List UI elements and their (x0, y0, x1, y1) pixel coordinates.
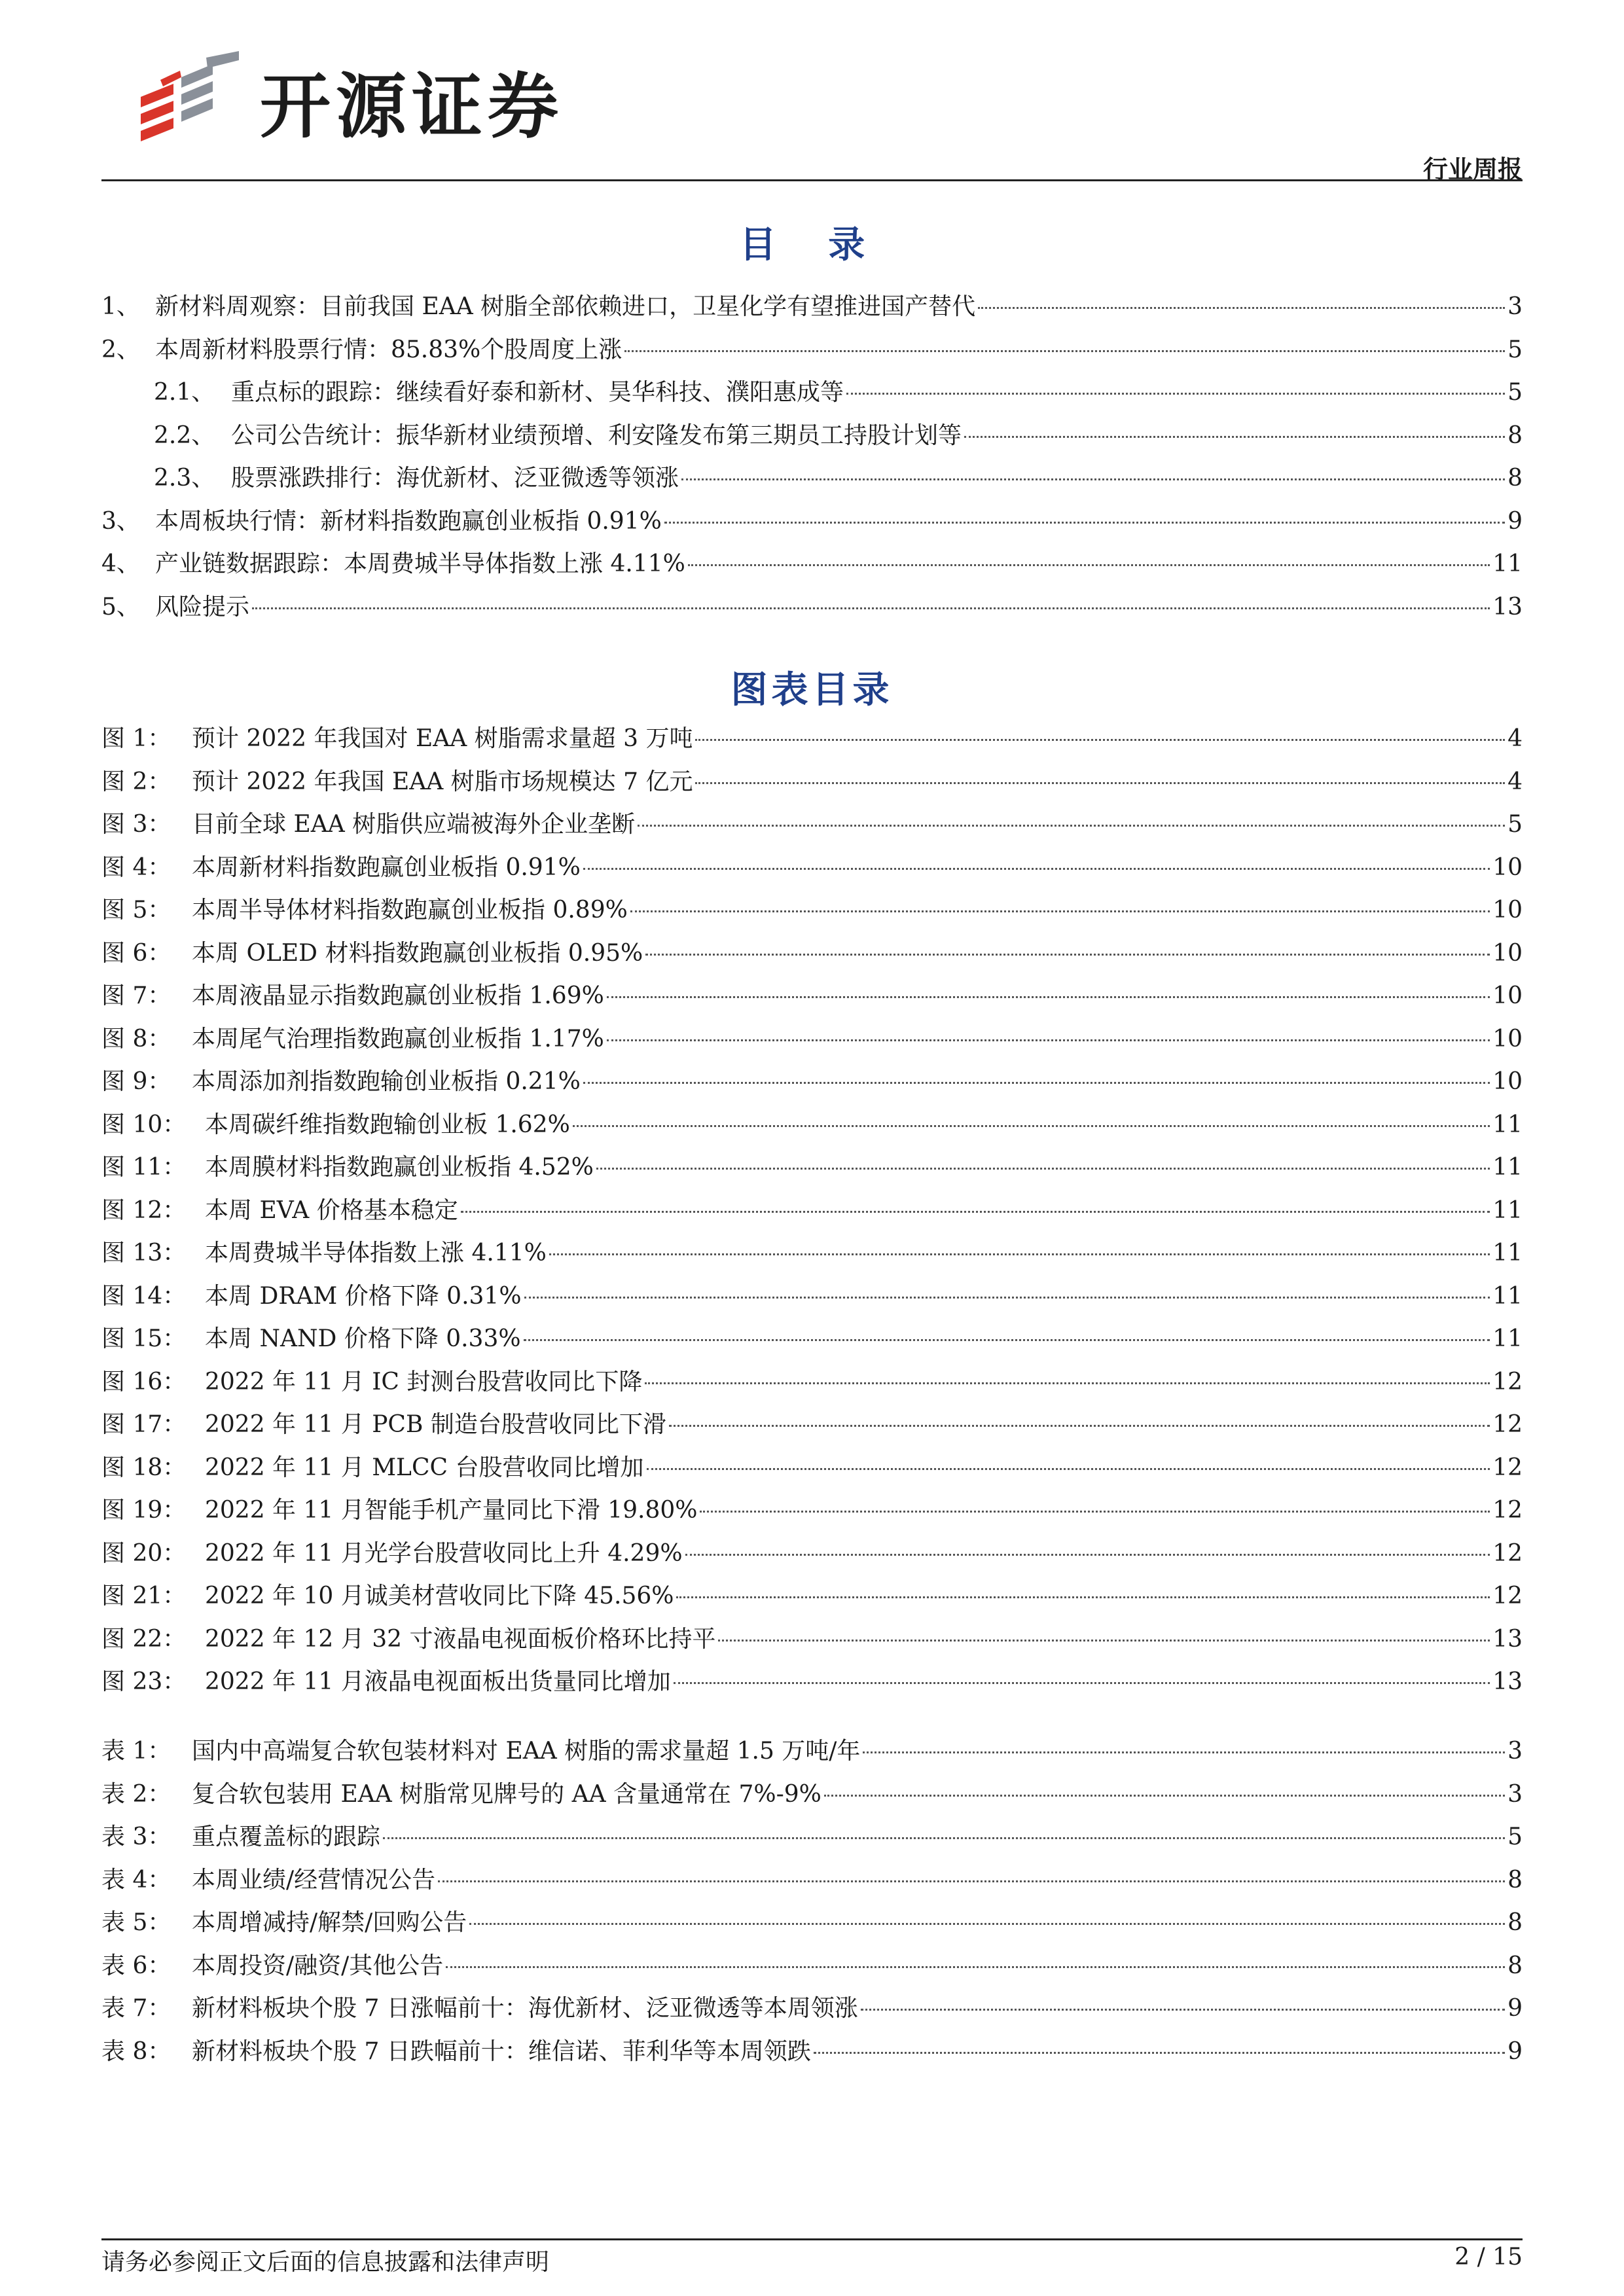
figure-entry[interactable] (101, 1275, 1523, 1318)
table-entry-page: 8 (1507, 1909, 1523, 1936)
table-entry-page: 3 (1507, 1738, 1523, 1765)
figure-entry[interactable] (101, 1189, 1523, 1232)
figure-entry-title: 2022 年 11 月智能手机产量同比下滑 19.80% (205, 1497, 698, 1524)
dot-leader (573, 1125, 1490, 1127)
dot-leader (596, 1168, 1490, 1170)
dot-leader (583, 1082, 1490, 1084)
figure-entry-page: 10 (1492, 897, 1523, 924)
figure-entry-number: 图 8： (101, 1025, 171, 1052)
toc-entry-number: 3、 (101, 507, 140, 535)
dot-leader (461, 1211, 1490, 1213)
toc-entry-page: 8 (1507, 465, 1523, 492)
figure-entry-number: 图 18： (101, 1454, 187, 1481)
table-entry[interactable] (101, 1945, 1523, 1988)
toc-entry-page: 5 (1507, 336, 1523, 363)
table-entry-page: 8 (1507, 1866, 1523, 1893)
header-divider (101, 179, 1523, 181)
figure-entry-title: 2022 年 12 月 32 寸液晶电视面板价格环比持平 (205, 1625, 716, 1653)
dot-leader (638, 825, 1505, 827)
dot-leader (252, 607, 1490, 609)
figure-entry[interactable] (101, 846, 1523, 889)
figure-entry-title: 2022 年 11 月液晶电视面板出货量同比增加 (205, 1668, 671, 1695)
table-entry-page: 3 (1507, 1780, 1523, 1808)
figure-entry-title: 2022 年 10 月诚美材营收同比下降 45.56% (205, 1583, 674, 1609)
toc-entry[interactable] (101, 457, 1523, 500)
table-entry-title: 复合软包装用 EAA 树脂常见牌号的 AA 含量通常在 7%-9% (192, 1780, 821, 1808)
figure-entry-title: 2022 年 11 月 PCB 制造台股营收同比下滑 (205, 1411, 666, 1438)
toc-entry-page: 3 (1507, 293, 1523, 320)
figure-entry-number: 图 22： (101, 1625, 187, 1653)
toc-entry-page: 11 (1492, 550, 1523, 577)
figure-entry[interactable] (101, 1532, 1523, 1575)
figure-entry[interactable] (101, 1361, 1523, 1404)
table-entry-title: 国内中高端复合软包装材料对 EAA 树脂的需求量超 1.5 万吨/年 (192, 1738, 861, 1765)
dot-leader (814, 2052, 1505, 2054)
dot-leader (647, 1468, 1490, 1470)
figure-entry-page: 5 (1507, 811, 1523, 838)
dot-leader (674, 1682, 1490, 1684)
figure-entry-page: 10 (1492, 939, 1523, 967)
figure-entry[interactable] (101, 1575, 1523, 1618)
dot-leader (688, 564, 1490, 566)
document-type: 行业周报 (1422, 155, 1523, 184)
figure-entry-title: 预计 2022 年我国 EAA 树脂市场规模达 7 亿元 (192, 768, 693, 795)
figure-entry-number: 图 17： (101, 1411, 187, 1438)
table-entry-number: 表 4： (101, 1866, 171, 1893)
toc-entry[interactable] (101, 586, 1523, 629)
figure-entry-page: 11 (1492, 1111, 1523, 1138)
figure-entry-title: 2022 年 11 月光学台股营收同比上升 4.29% (205, 1539, 683, 1567)
footer-disclaimer: 请务必参阅正文后面的信息披露和法律声明 (101, 2249, 550, 2276)
figure-entry-page: 12 (1492, 1368, 1523, 1395)
toc-heading: 目 录 (739, 224, 885, 266)
table-entry[interactable] (101, 1901, 1523, 1945)
dot-leader (607, 996, 1490, 998)
toc-entry[interactable] (101, 329, 1523, 372)
figure-entry-page: 11 (1492, 1196, 1523, 1224)
figure-entry-title: 本周碳纤维指数跑输创业板 1.62% (205, 1111, 570, 1138)
figure-entry-page: 10 (1492, 1025, 1523, 1052)
figure-entry-title: 本周半导体材料指数跑赢创业板指 0.89% (192, 897, 628, 924)
figure-entry[interactable] (101, 1618, 1523, 1661)
dot-leader (549, 1253, 1490, 1255)
tables-list (101, 1730, 1523, 2073)
figure-entry-page: 11 (1492, 1282, 1523, 1310)
figures-heading: 图表目录 (731, 669, 893, 711)
toc-entry-page: 8 (1507, 422, 1523, 449)
table-entry-page: 5 (1507, 1823, 1523, 1850)
figure-entry-page: 4 (1507, 768, 1523, 795)
table-entry-page: 9 (1507, 2037, 1523, 2065)
figure-entry-page: 13 (1492, 1668, 1523, 1695)
figure-entry-title: 2022 年 11 月 IC 封测台股营收同比下降 (205, 1368, 643, 1395)
table-entry-number: 表 5： (101, 1909, 171, 1936)
toc-entry[interactable] (101, 371, 1523, 414)
figure-entry[interactable] (101, 889, 1523, 932)
figure-entry[interactable] (101, 975, 1523, 1018)
dot-leader (676, 1596, 1490, 1598)
figure-entry-number: 图 9： (101, 1068, 171, 1095)
table-entry-title: 重点覆盖标的跟踪 (192, 1823, 381, 1850)
figure-entry-page: 4 (1507, 725, 1523, 752)
figure-entry[interactable] (101, 803, 1523, 846)
dot-leader (863, 1751, 1505, 1753)
dot-leader (438, 1880, 1505, 1882)
figure-entry-page: 12 (1492, 1583, 1523, 1609)
figure-entry[interactable] (101, 1446, 1523, 1490)
table-entry[interactable] (101, 2030, 1523, 2073)
table-entry-title: 新材料板块个股 7 日跌幅前十：维信诺、菲利华等本周领跌 (192, 2037, 811, 2065)
figure-entry[interactable] (101, 717, 1523, 761)
figure-entry-page: 10 (1492, 1068, 1523, 1095)
toc-entry-number: 2、 (101, 336, 140, 363)
toc-entry-title: 产业链数据跟踪：本周费城半导体指数上涨 4.11% (155, 550, 685, 577)
figure-entry-title: 本周 OLED 材料指数跑赢创业板指 0.95% (192, 939, 643, 967)
dot-leader (695, 782, 1505, 784)
dot-leader (685, 1554, 1490, 1556)
figure-entry[interactable] (101, 761, 1523, 804)
toc-entry-title: 重点标的跟踪：继续看好泰和新材、昊华科技、濮阳惠成等 (231, 379, 844, 406)
toc-entry-number: 5、 (101, 593, 140, 620)
dot-leader (383, 1837, 1505, 1839)
figure-entry-page: 13 (1492, 1625, 1523, 1653)
brand-name: 开源证券 (260, 65, 564, 148)
figure-entry-number: 图 16： (101, 1368, 187, 1395)
figure-entry-title: 本周尾气治理指数跑赢创业板指 1.17% (192, 1025, 604, 1052)
dot-leader (524, 1339, 1490, 1341)
table-entry[interactable] (101, 1987, 1523, 2030)
figure-entry-page: 11 (1492, 1240, 1523, 1266)
figure-entry-number: 图 5： (101, 897, 171, 924)
toc-entry[interactable] (101, 414, 1523, 457)
figure-entry[interactable] (101, 1103, 1523, 1147)
figure-entry-title: 本周费城半导体指数上涨 4.11% (205, 1240, 547, 1266)
toc-list (101, 285, 1523, 628)
figure-entry[interactable] (101, 1060, 1523, 1103)
figure-entry-number: 图 6： (101, 939, 171, 967)
figure-entry-title: 本周 DRAM 价格下降 0.31% (205, 1282, 522, 1310)
toc-entry-number: 2.3、 (154, 465, 215, 492)
figure-entry-title: 本周 NAND 价格下降 0.33% (205, 1325, 521, 1352)
dot-leader (718, 1640, 1490, 1641)
figure-entry-number: 图 11： (101, 1154, 187, 1181)
table-entry-title: 本周增减持/解禁/回购公告 (192, 1909, 467, 1936)
dot-leader (624, 350, 1505, 352)
toc-entry-title: 新材料周观察：目前我国 EAA 树脂全部依赖进口，卫星化学有望推进国产替代 (155, 293, 976, 320)
figure-entry-title: 本周液晶显示指数跑赢创业板指 1.69% (192, 982, 604, 1009)
toc-entry-title: 公司公告统计：振华新材业绩预增、利安隆发布第三期员工持股计划等 (231, 422, 962, 449)
figure-entry-title: 本周添加剂指数跑输创业板指 0.21% (192, 1068, 581, 1095)
table-entry-number: 表 1： (101, 1738, 171, 1765)
figure-entry-number: 图 21： (101, 1583, 187, 1609)
toc-entry-number: 4、 (101, 550, 140, 577)
dot-leader (607, 1039, 1490, 1041)
toc-entry-page: 13 (1492, 593, 1523, 620)
table-entry-number: 表 7： (101, 1995, 171, 2022)
dot-leader (681, 478, 1505, 480)
figure-entry-title: 2022 年 11 月 MLCC 台股营收同比增加 (205, 1454, 644, 1481)
brand-logo (134, 51, 564, 149)
table-entry-page: 8 (1507, 1952, 1523, 1979)
toc-entry-title: 股票涨跌排行：海优新材、泛亚微透等领涨 (231, 465, 679, 492)
figure-entry-number: 图 12： (101, 1196, 187, 1224)
brand-logo-icon (134, 51, 245, 149)
figure-entry-page: 11 (1492, 1154, 1523, 1181)
table-entry-number: 表 8： (101, 2037, 171, 2065)
toc-entry[interactable] (101, 285, 1523, 329)
table-entry[interactable] (101, 1816, 1523, 1859)
figure-entry-number: 图 2： (101, 768, 171, 795)
footer-divider (101, 2238, 1523, 2240)
figure-entry[interactable] (101, 1318, 1523, 1361)
figure-entry-title: 预计 2022 年我国对 EAA 树脂需求量超 3 万吨 (192, 725, 693, 752)
dot-leader (861, 2009, 1505, 2011)
table-entry-title: 本周业绩/经营情况公告 (192, 1866, 436, 1893)
page-number: 2 / 15 (1454, 2244, 1523, 2270)
toc-entry-title: 风险提示 (155, 593, 250, 620)
figure-entry-title: 目前全球 EAA 树脂供应端被海外企业垄断 (192, 811, 636, 838)
figure-entry-title: 本周新材料指数跑赢创业板指 0.91% (192, 853, 581, 881)
dot-leader (524, 1297, 1490, 1299)
figure-entry[interactable] (101, 1146, 1523, 1189)
figure-entry[interactable] (101, 1660, 1523, 1704)
figure-entry-page: 12 (1492, 1539, 1523, 1567)
figure-entry-page: 12 (1492, 1454, 1523, 1481)
dot-leader (964, 436, 1505, 438)
toc-entry-number: 1、 (101, 293, 140, 320)
dot-leader (824, 1795, 1505, 1797)
figure-entry-title: 本周 EVA 价格基本稳定 (205, 1196, 458, 1224)
figure-entry-page: 11 (1492, 1325, 1523, 1352)
figures-list (101, 717, 1523, 1704)
figure-entry-number: 图 23： (101, 1668, 187, 1695)
figure-entry-page: 12 (1492, 1497, 1523, 1524)
toc-entry-number: 2.2、 (154, 422, 215, 449)
dot-leader (469, 1923, 1505, 1925)
figure-entry-number: 图 3： (101, 811, 171, 838)
figure-entry-number: 图 13： (101, 1240, 187, 1266)
figure-entry[interactable] (101, 1403, 1523, 1446)
dot-leader (700, 1511, 1490, 1513)
dot-leader (695, 739, 1505, 741)
toc-entry-title: 本周新材料股票行情：85.83%个股周度上涨 (155, 336, 623, 363)
dot-leader (978, 307, 1505, 309)
figure-entry[interactable] (101, 1489, 1523, 1532)
dot-leader (669, 1425, 1490, 1427)
table-entry-page: 9 (1507, 1995, 1523, 2022)
table-entry[interactable] (101, 1859, 1523, 1902)
dot-leader (446, 1966, 1505, 1968)
table-entry-title: 本周投资/融资/其他公告 (192, 1952, 444, 1979)
figure-entry-number: 图 10： (101, 1111, 187, 1138)
table-entry[interactable] (101, 1730, 1523, 1773)
toc-entry-page: 5 (1507, 379, 1523, 406)
figure-entry-number: 图 20： (101, 1539, 187, 1567)
dot-leader (630, 910, 1490, 912)
figure-entry-number: 图 1： (101, 725, 171, 752)
dot-leader (846, 393, 1505, 395)
toc-entry-number: 2.1、 (154, 379, 215, 406)
toc-entry[interactable] (101, 500, 1523, 543)
figure-entry-number: 图 7： (101, 982, 171, 1009)
figure-entry-page: 12 (1492, 1411, 1523, 1438)
figure-entry-page: 10 (1492, 853, 1523, 881)
figure-entry-page: 10 (1492, 982, 1523, 1009)
figure-entry-number: 图 19： (101, 1497, 187, 1524)
table-entry-number: 表 2： (101, 1780, 171, 1808)
figure-entry[interactable] (101, 1232, 1523, 1275)
figure-entry[interactable] (101, 1018, 1523, 1061)
dot-leader (645, 954, 1490, 956)
figure-entry-number: 图 15： (101, 1325, 187, 1352)
dot-leader (645, 1382, 1490, 1384)
figure-entry-number: 图 4： (101, 853, 171, 881)
figure-entry[interactable] (101, 932, 1523, 975)
table-entry[interactable] (101, 1773, 1523, 1816)
figure-entry-title: 本周膜材料指数跑赢创业板指 4.52% (205, 1154, 594, 1181)
dot-leader (583, 868, 1490, 870)
table-entry-number: 表 6： (101, 1952, 171, 1979)
figure-entry-number: 图 14： (101, 1282, 187, 1310)
toc-entry[interactable] (101, 543, 1523, 586)
toc-entry-title: 本周板块行情：新材料指数跑赢创业板指 0.91% (155, 507, 662, 535)
table-entry-title: 新材料板块个股 7 日涨幅前十：海优新材、泛亚微透等本周领涨 (192, 1995, 858, 2022)
table-entry-number: 表 3： (101, 1823, 171, 1850)
dot-leader (664, 522, 1505, 524)
toc-entry-page: 9 (1507, 507, 1523, 535)
